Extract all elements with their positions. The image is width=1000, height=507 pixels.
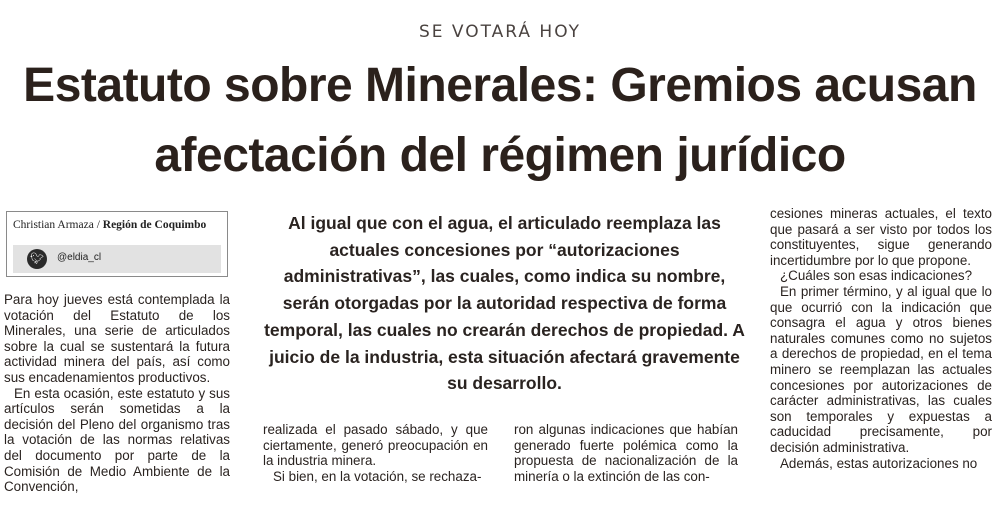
paragraph: Si bien, en la votación, se rechaza- — [273, 468, 482, 484]
paragraph: En esta ocasión, este estatuto y sus artículos serán sometidas a la decisión del Pleno del organismo tras la votación de las normas relativas del documento por parte de la Comisión de Medio Ambiente de la Convención, — [4, 385, 230, 495]
paragraph: cesiones mineras actuales, el texto que pasará a ser visto por todos los constituyentes, sigue generando incertidumbre por lo que propone. — [770, 206, 992, 268]
article-column-4 — [770, 206, 992, 471]
article-column-3 — [514, 422, 738, 484]
twitter-bird-icon: 🐦︎ — [27, 249, 47, 269]
headline-line-2: afectación del régimen jurídico — [154, 129, 846, 182]
headline-line-1: Estatuto sobre Minerales: Gremios acusan — [23, 59, 977, 112]
paragraph: realizada el pasado sábado, y que ciertamente, generó preocupación en la industria minera. — [263, 422, 488, 469]
article-kicker: SE VOTARÁ HOY — [418, 22, 582, 42]
paragraph: Además, estas autorizaciones no — [780, 455, 978, 471]
byline-box — [6, 211, 228, 277]
paragraph: En primer término, y al igual que lo que ocurrió con la indicación que consagra el agua y otros bienes naturales comunes como no sujetos a derechos de propiedad, en el tema minero se reemplazan las actuales concesiones por autorizaciones de carácter administrativas, las cuales son temporales y expuestas a caducidad precisamente, por decisión administrativa. — [770, 283, 992, 455]
paragraph: ron algunas indicaciones que habían generado fuerte polémica como la propuesta de nacionalización de la minería o la extinción de las con- — [514, 422, 738, 484]
byline-separator: / — [93, 219, 103, 231]
article-column-2 — [263, 422, 488, 484]
author-name: Christian Armaza — [13, 219, 94, 231]
twitter-handle[interactable]: @eldia_cl — [57, 252, 102, 263]
pull-quote: Al igual que con el agua, el articulado reemplaza las actuales concesiones por “autorizaciones administrativas”, las cuales, como indica su nombre, serán otorgadas por la autoridad respectiva de forma temporal, las cuales no crearán derechos de propiedad. A juicio de la industria, esta situación afectará gravemente su desarrollo. — [264, 213, 745, 394]
paragraph: Para hoy jueves está contemplada la votación del Estatuto de los Minerales, una serie de articulados sobre la cual se sustentará la futura actividad minera del país, así como sus encadenamientos productivos. — [4, 292, 230, 385]
article-column-1 — [4, 292, 230, 495]
byline — [13, 219, 206, 231]
section-question: ¿Cuáles son esas indicaciones? — [780, 268, 973, 284]
twitter-bar — [13, 245, 221, 273]
region-name: Región de Coquimbo — [102, 219, 207, 231]
